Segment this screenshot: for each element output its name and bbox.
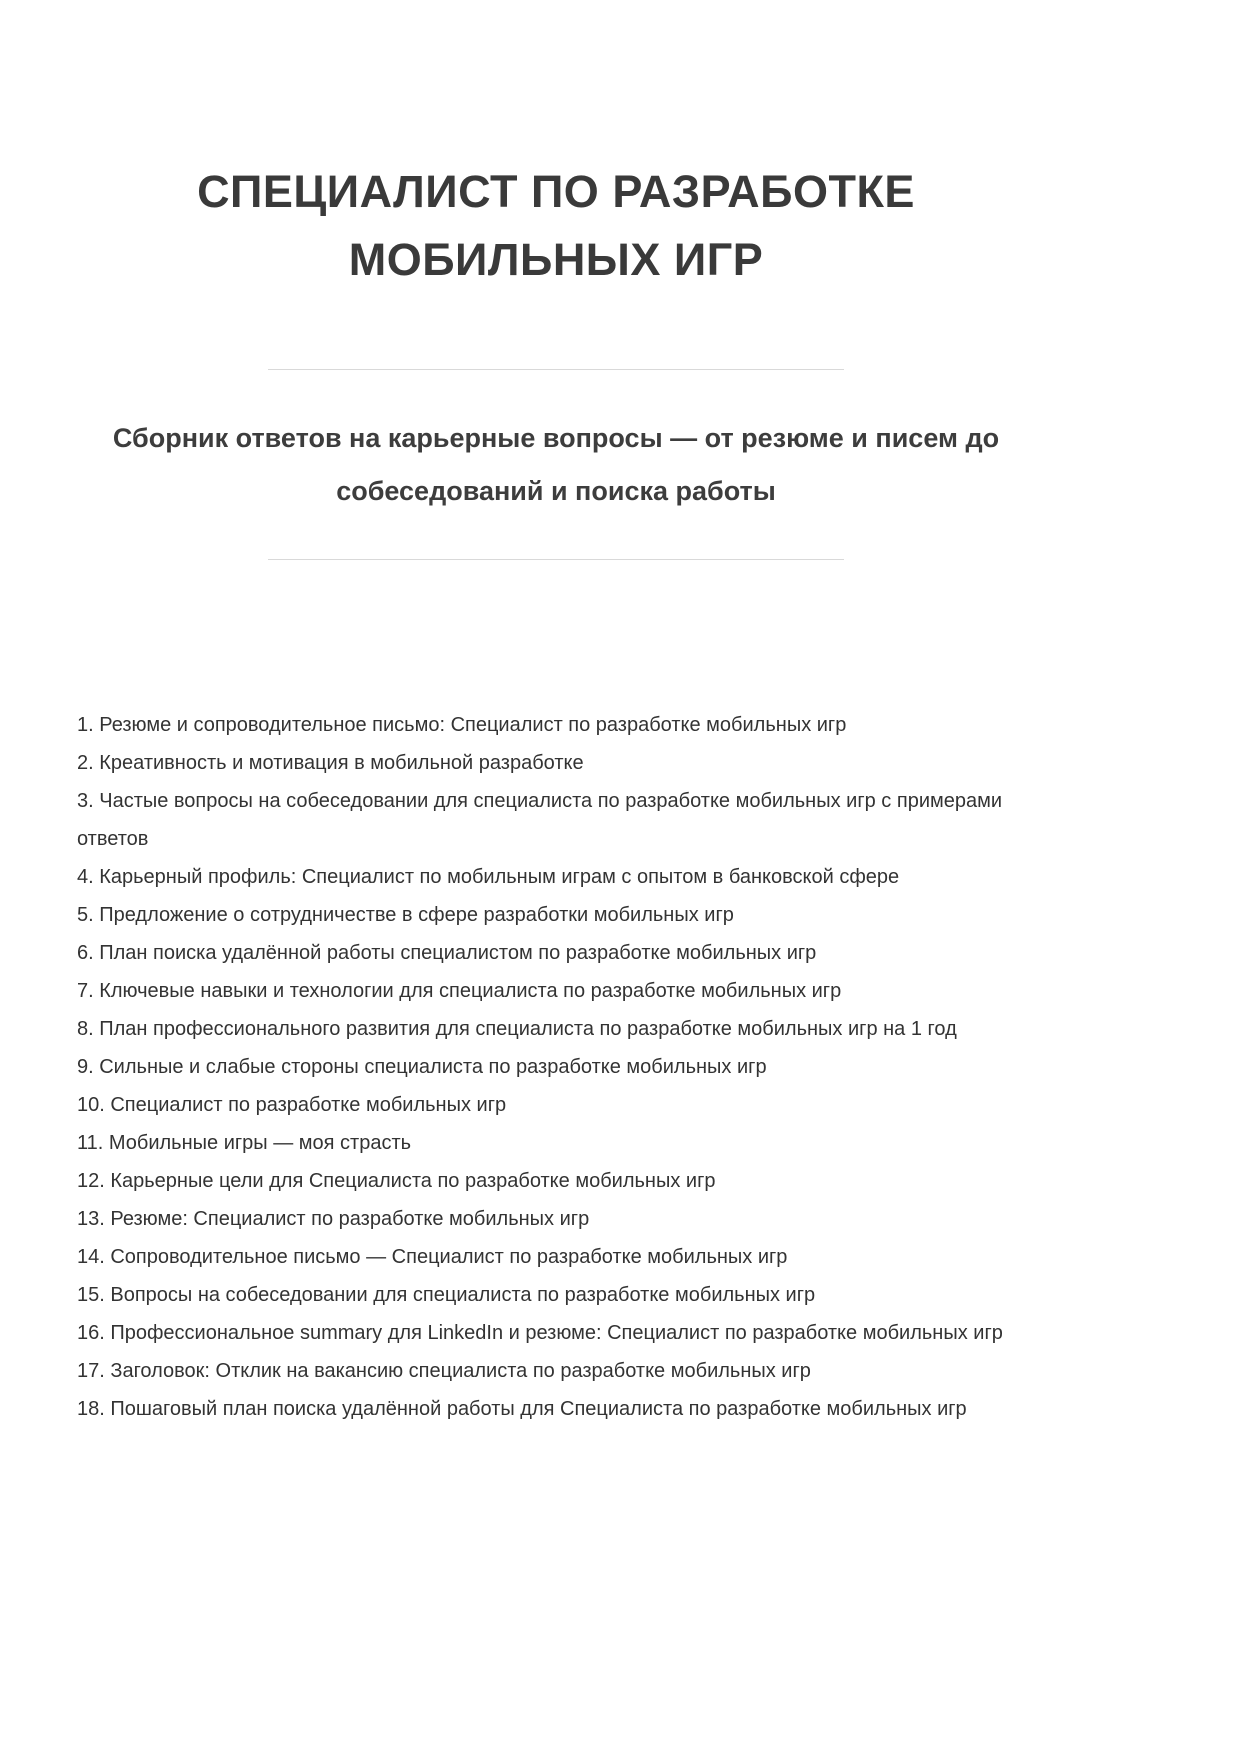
toc-item: 15. Вопросы на собеседовании для специалиста по разработке мобильных игр	[77, 1284, 816, 1307]
toc-item: 11. Мобильные игры — моя страсть	[77, 1132, 412, 1155]
toc-item: 6. План поиска удалённой работы специалистом по разработке мобильных игр	[77, 942, 817, 965]
toc-item: 14. Сопроводительное письмо — Специалист по разработке мобильных игр	[77, 1246, 788, 1269]
toc-item: 18. Пошаговый план поиска удалённой работы для Специалиста по разработке мобильных игр	[77, 1398, 967, 1421]
toc-item: 4. Карьерный профиль: Специалист по мобильным играм с опытом в банковской сфере	[77, 866, 900, 889]
toc-item: 17. Заголовок: Отклик на вакансию специалиста по разработке мобильных игр	[77, 1360, 811, 1383]
toc-item: 7. Ключевые навыки и технологии для специалиста по разработке мобильных игр	[77, 980, 842, 1003]
toc-item: 13. Резюме: Специалист по разработке мобильных игр	[77, 1208, 590, 1231]
toc-item: 10. Специалист по разработке мобильных игр	[77, 1094, 507, 1117]
toc-item: 3. Частые вопросы на собеседовании для специалиста по разработке мобильных игр с примерами ответов	[77, 790, 1003, 851]
page-subtitle: Сборник ответов на карьерные вопросы — от резюме и писем до собеседований и поиска работы	[112, 423, 1000, 506]
toc-item: 8. План профессионального развития для специалиста по разработке мобильных игр на 1 год	[77, 1018, 957, 1041]
toc-item: 16. Профессиональное summary для LinkedIn и резюме: Специалист по разработке мобильных игр	[77, 1322, 1003, 1345]
toc-item: 9. Сильные и слабые стороны специалиста по разработке мобильных игр	[77, 1056, 767, 1079]
divider-top	[268, 369, 844, 370]
toc-item: 1. Резюме и сопроводительное письмо: Специалист по разработке мобильных игр	[77, 714, 847, 737]
toc-item: 12. Карьерные цели для Специалиста по разработке мобильных игр	[77, 1170, 716, 1193]
toc-item: 5. Предложение о сотрудничестве в сфере разработки мобильных игр	[77, 904, 734, 927]
toc-item: 2. Креативность и мотивация в мобильной разработке	[77, 752, 584, 775]
page-title: СПЕЦИАЛИСТ ПО РАЗРАБОТКЕ МОБИЛЬНЫХ ИГР	[197, 166, 915, 285]
toc-list	[77, 706, 1035, 1548]
divider-bottom	[268, 559, 844, 560]
document-page	[77, 0, 1035, 1548]
